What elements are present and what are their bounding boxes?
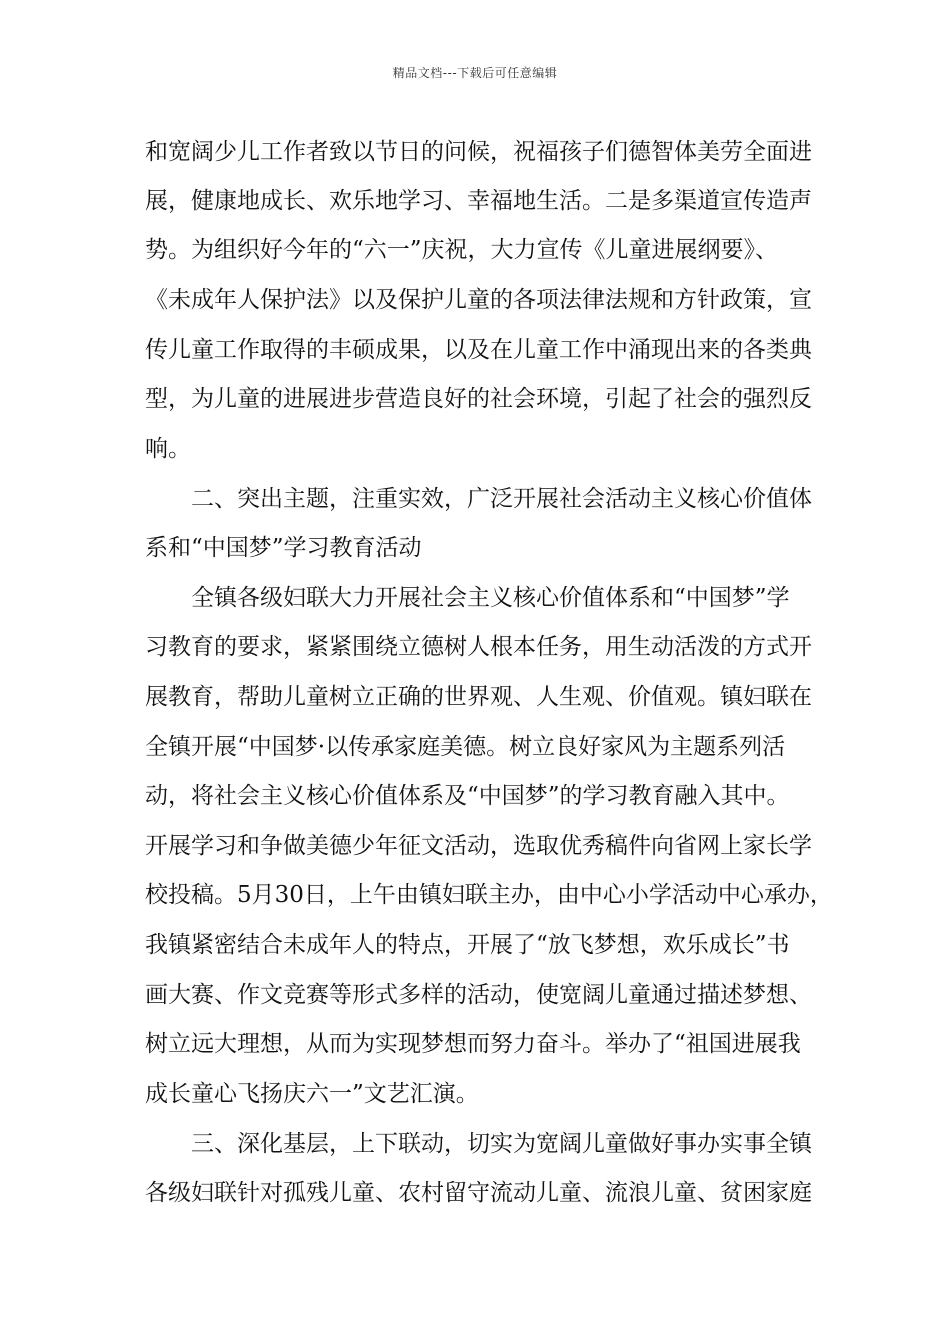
text-line: 展，健康地成长、欢乐地学习、幸福地生活。二是多渠道宣传造声	[145, 188, 812, 214]
page-header: 精品文档---下载后可任意编辑	[392, 66, 558, 80]
section-heading-line: 二、突出主题，注重实效，广泛开展社会活动主义核心价值体	[191, 486, 812, 512]
text-line: 习教育的要求，紧紧围绕立德树人根本任务，用生动活泼的方式开	[145, 634, 812, 660]
text-line: 开展学习和争做美德少年征文活动，选取优秀稿件向省网上家长学	[145, 833, 812, 859]
text-line: 型，为儿童的进展进步营造良好的社会环境，引起了社会的强烈反	[145, 386, 812, 412]
section-heading-line: 三、深化基层，上下联动，切实为宽阔儿童做好事办实事全镇	[191, 1131, 812, 1157]
text-line: 传儿童工作取得的丰硕成果，以及在儿童工作中涌现出来的各类典	[145, 337, 812, 363]
text-line: 全镇各级妇联大力开展社会主义核心价值体系和“中国梦”学	[191, 585, 790, 611]
text-line: 响。	[145, 436, 191, 462]
section-heading-line: 系和“中国梦”学习教育活动	[145, 535, 422, 561]
text-line: 势。为组织好今年的“六一”庆祝，大力宣传《儿童进展纲要》、	[145, 237, 779, 263]
text-line: 《未成年人保护法》以及保护儿童的各项法律法规和方针政策，宣	[145, 287, 812, 313]
text-line: 展教育，帮助儿童树立正确的世界观、人生观、价值观。镇妇联在	[145, 684, 812, 710]
text-line: 画大赛、作文竞赛等形式多样的活动，使宽阔儿童通过描述梦想、	[145, 982, 812, 1008]
text-line: 校投稿。5月30日，上午由镇妇联主办，由中心小学活动中心承办，	[145, 882, 833, 908]
text-line: 树立远大理想，从而为实现梦想而努力奋斗。举办了“祖国进展我	[145, 1031, 801, 1057]
text-line: 我镇紧密结合未成年人的特点，开展了“放飞梦想，欢乐成长”书	[145, 932, 790, 958]
text-line: 和宽阔少儿工作者致以节日的问候，祝福孩子们德智体美劳全面进	[145, 139, 812, 165]
text-line: 各级妇联针对孤残儿童、农村留守流动儿童、流浪儿童、贫困家庭	[145, 1180, 812, 1206]
text-line: 全镇开展“中国梦·以传承家庭美德。树立良好家风为主题系列活	[145, 734, 786, 760]
text-line: 动，将社会主义核心价值体系及“中国梦”的学习教育融入其中。	[145, 783, 790, 809]
text-line: 成长童心飞扬庆六一”文艺汇演。	[145, 1081, 479, 1107]
